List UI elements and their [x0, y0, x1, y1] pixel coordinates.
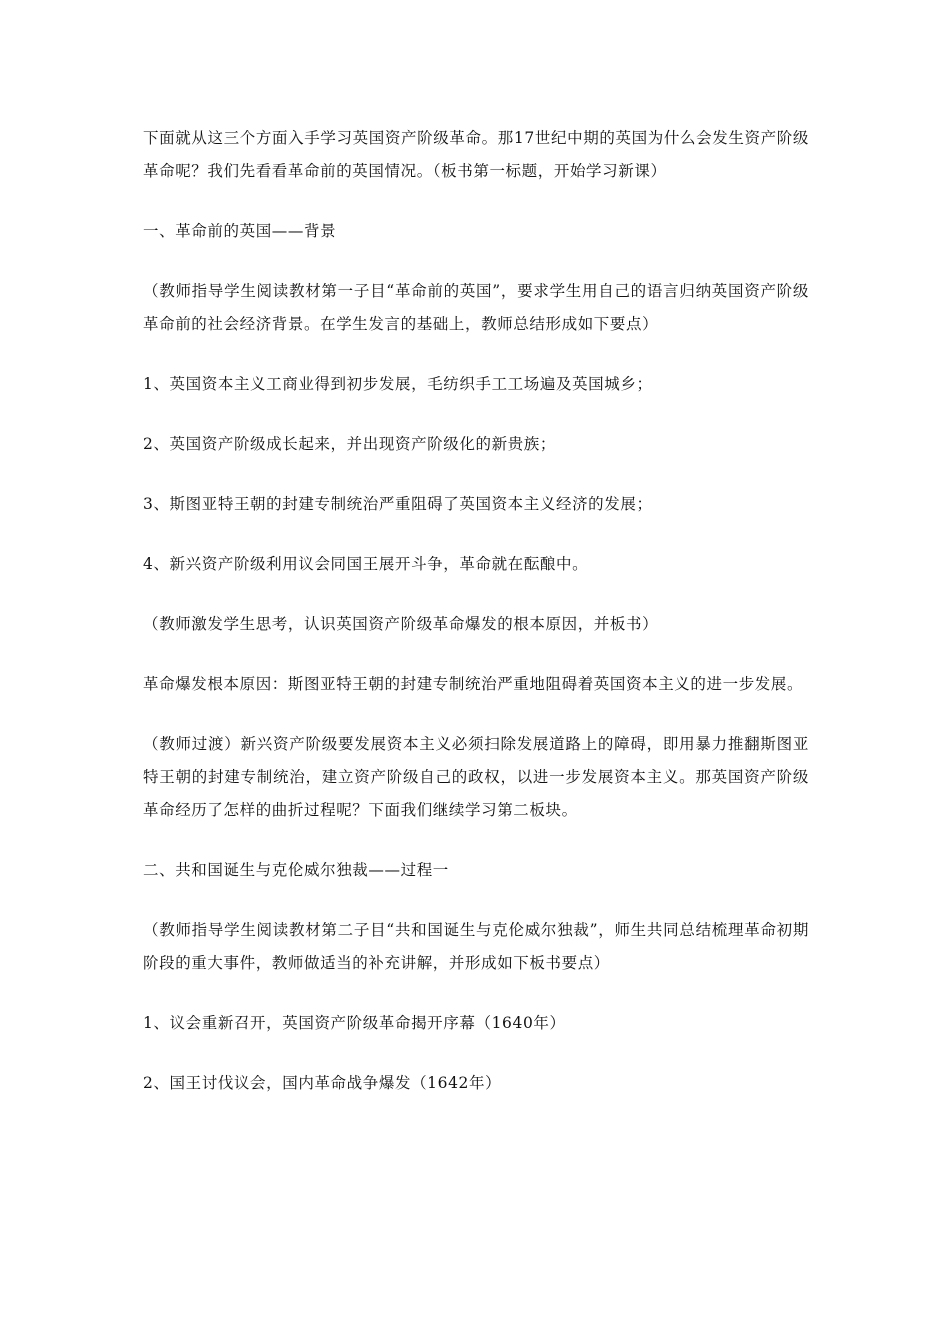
list-item: 2、英国资产阶级成长起来，并出现资产阶级化的新贵族；: [143, 435, 556, 453]
section-heading-1: 一、革命前的英国——背景: [143, 222, 337, 240]
section-heading-2: 二、共和国诞生与克伦威尔独裁——过程一: [143, 861, 449, 879]
teacher-note: （教师指导学生阅读教材第一子目“革命前的英国”，要求学生用自己的语言归纳英国资产阶级革命前的社会经济背景。在学生发言的基础上，教师总结形成如下要点）: [143, 282, 809, 333]
list-item: 4、新兴资产阶级利用议会同国王展开斗争，革命就在酝酿中。: [143, 555, 589, 573]
list-item: 2、国王讨伐议会，国内革命战争爆发（1642年）: [143, 1074, 502, 1092]
document-body: [143, 122, 809, 1127]
teacher-transition: （教师过渡）新兴资产阶级要发展资本主义必须扫除发展道路上的障碍，即用暴力推翻斯图亚特王朝的封建专制统治，建立资产阶级自己的政权，以进一步发展资本主义。那英国资产阶级革命经历了怎样的曲折过程呢？下面我们继续学习第二板块。: [143, 735, 809, 819]
list-item: 1、议会重新召开，英国资产阶级革命揭开序幕（1640年）: [143, 1014, 566, 1032]
list-item: 3、斯图亚特王朝的封建专制统治严重阻碍了英国资本主义经济的发展；: [143, 495, 653, 513]
paragraph-intro: 下面就从这三个方面入手学习英国资产阶级革命。那17世纪中期的英国为什么会发生资产阶级革命呢？我们先看看革命前的英国情况。（板书第一标题，开始学习新课）: [143, 129, 809, 180]
list-item: 1、英国资本主义工商业得到初步发展，毛纺织手工工场遍及英国城乡；: [143, 375, 653, 393]
root-cause-paragraph: 革命爆发根本原因：斯图亚特王朝的封建专制统治严重地阻碍着英国资本主义的进一步发展。: [143, 675, 804, 693]
teacher-note: （教师指导学生阅读教材第二子目“共和国诞生与克伦威尔独裁”，师生共同总结梳理革命初期阶段的重大事件，教师做适当的补充讲解，并形成如下板书要点）: [143, 921, 809, 972]
teacher-note: （教师激发学生思考，认识英国资产阶级革命爆发的根本原因，并板书）: [143, 615, 659, 633]
